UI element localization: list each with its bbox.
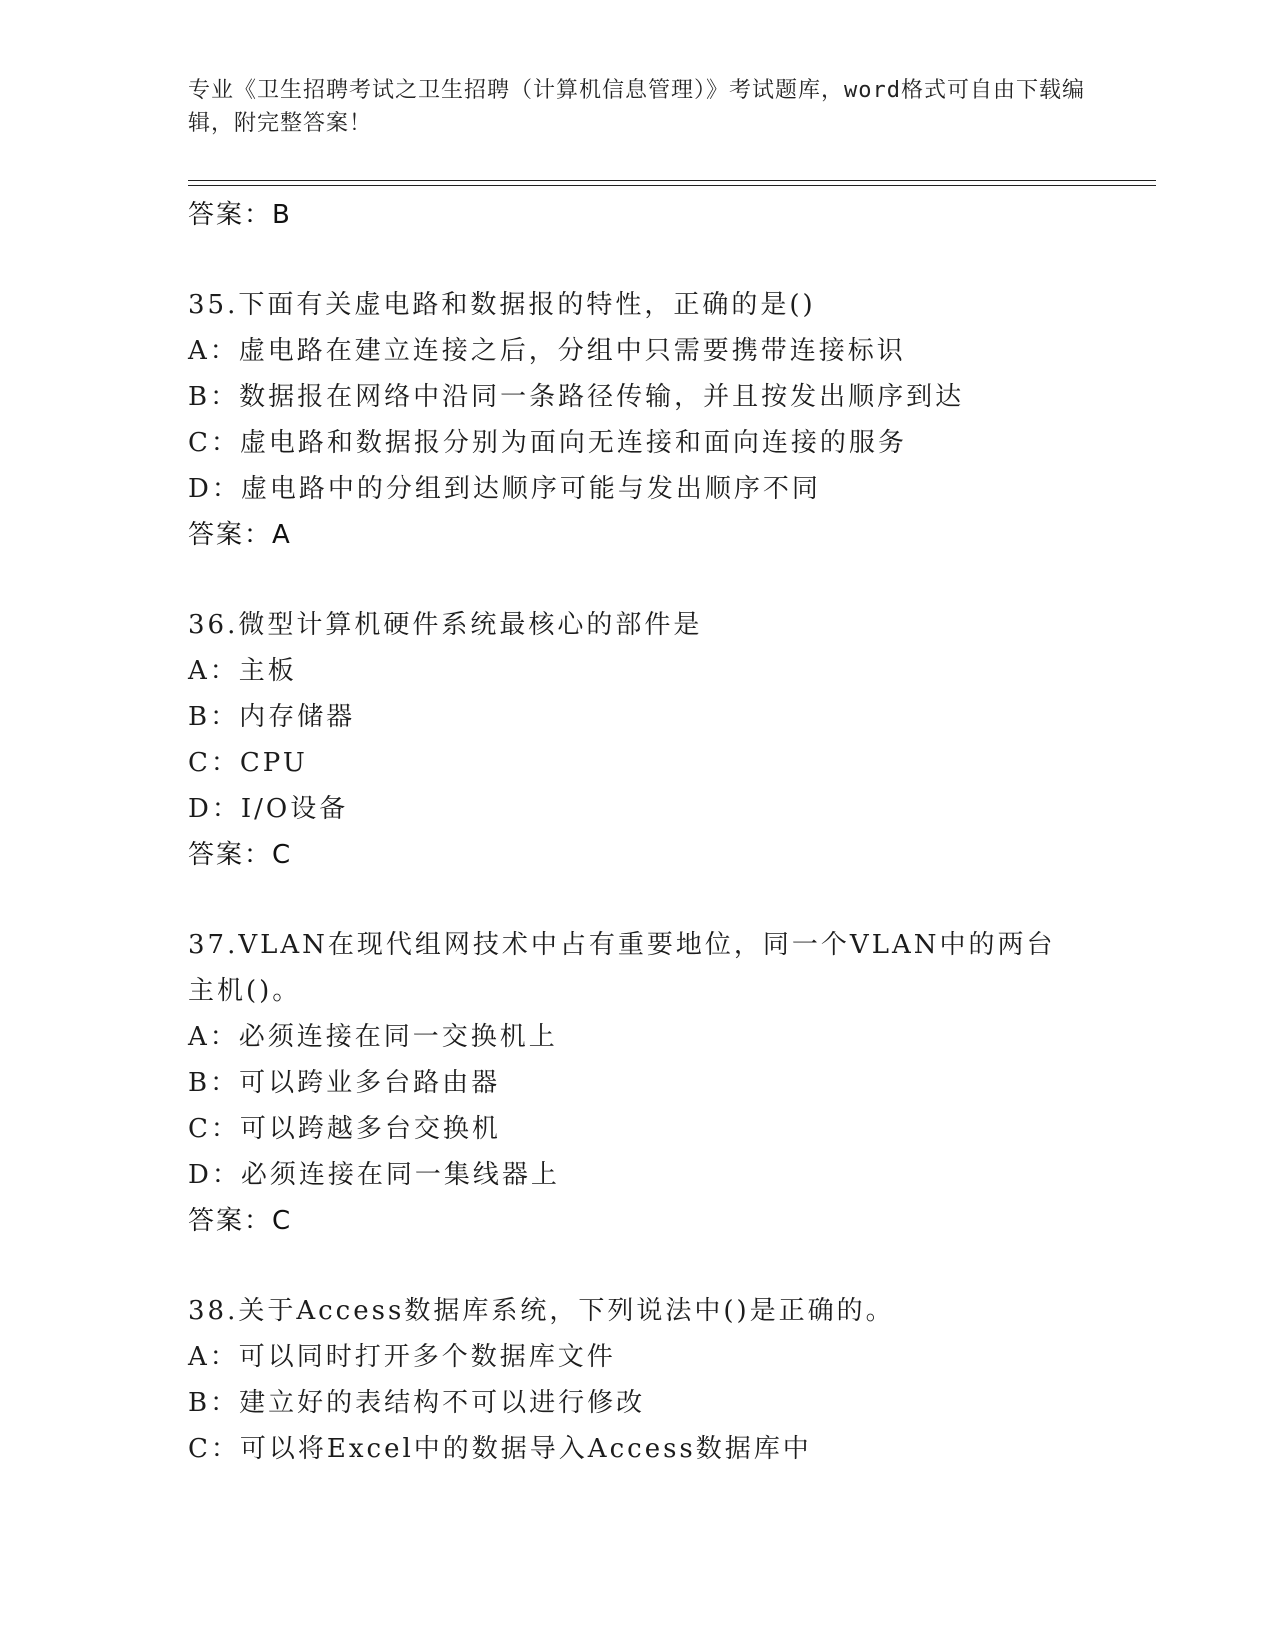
answer-line [188,832,1156,878]
question-35 [188,282,1156,558]
answer-value: C [272,1206,293,1236]
option-a: A：主板 [188,656,297,686]
question-36 [188,602,1156,878]
question-37 [188,922,1156,1244]
answer-label: 答案： [188,520,273,550]
option-b: B：内存储器 [188,702,356,732]
answer-line [188,1198,1156,1244]
answer-value: C [272,840,293,870]
option-d: D：虚电路中的分组到达顺序可能与发出顺序不同 [188,474,821,504]
option-b: B：建立好的表结构不可以进行修改 [188,1388,646,1418]
answer-label: 答案： [188,840,273,870]
answer-value: B [272,200,292,230]
option-c: C：虚电路和数据报分别为面向无连接和面向连接的服务 [188,428,907,458]
question-stem: 35.下面有关虚电路和数据报的特性，正确的是() [188,290,816,320]
answer-value: A [272,520,292,550]
option-b: B：可以跨业多台路由器 [188,1068,501,1098]
header-rule-bottom [188,185,1156,186]
option-b: B：数据报在网络中沿同一条路径传输，并且按发出顺序到达 [188,382,965,412]
spacer [188,238,1156,282]
option-c: C：可以跨越多台交换机 [188,1114,501,1144]
question-stem: 37.VLAN在现代组网技术中占有重要地位，同一个VLAN中的两台主机()。 [188,930,1056,1006]
spacer [188,878,1156,922]
header-rule-top [188,180,1156,181]
option-c: C：CPU [188,748,308,778]
question-38 [188,1288,1156,1472]
answer-line [188,512,1156,558]
option-d: D：必须连接在同一集线器上 [188,1160,560,1190]
answer-label: 答案： [188,1206,273,1236]
answer-label: 答案： [188,200,273,230]
answer-line [188,192,1156,238]
option-d: D：I/O设备 [188,794,349,824]
question-list [188,192,1156,1472]
question-stem: 36.微型计算机硬件系统最核心的部件是 [188,610,703,640]
spacer [188,558,1156,602]
question-stem: 38.关于Access数据库系统，下列说法中()是正确的。 [188,1296,895,1326]
option-a: A：可以同时打开多个数据库文件 [188,1342,616,1372]
spacer [188,1244,1156,1288]
option-c: C：可以将Excel中的数据导入Access数据库中 [188,1434,812,1464]
option-a: A：必须连接在同一交换机上 [188,1022,558,1052]
document-intro: 专业《卫生招聘考试之卫生招聘（计算机信息管理）》考试题库，word格式可自由下载编辑，附完整答案！ [188,78,1085,136]
option-a: A：虚电路在建立连接之后，分组中只需要携带连接标识 [188,336,906,366]
